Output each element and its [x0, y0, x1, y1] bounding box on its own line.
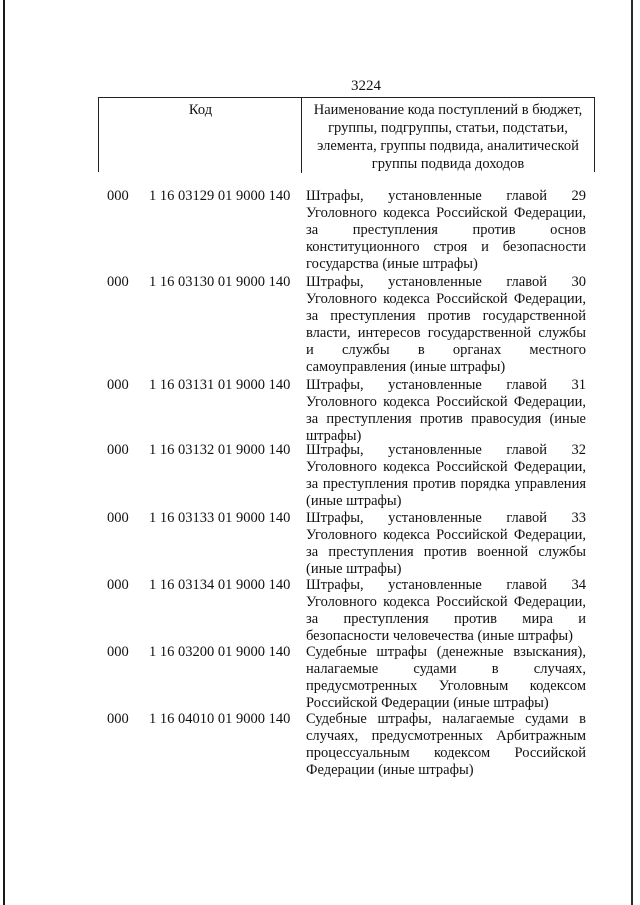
table-row — [0, 577, 640, 644]
header-divider — [301, 97, 302, 173]
admin-code: 000 — [107, 711, 129, 727]
income-description: Штрафы, установленные главой 31 Уголовного кодекса Российской Федерации, за преступления против правосудия (иные штрафы) — [306, 377, 586, 444]
admin-code: 000 — [107, 377, 129, 393]
income-description: Штрафы, установленные главой 32 Уголовного кодекса Российской Федерации, за преступления против порядка управления (иные штрафы) — [306, 442, 586, 509]
table-body — [0, 188, 640, 781]
table-row — [0, 644, 640, 711]
admin-code: 000 — [107, 188, 129, 204]
header-code-label: Код — [188, 102, 213, 118]
table-row — [0, 377, 640, 442]
income-description: Штрафы, установленные главой 33 Уголовного кодекса Российской Федерации, за преступления против военной службы (иные штрафы) — [306, 510, 586, 577]
table-row — [0, 510, 640, 577]
income-description: Штрафы, установленные главой 30 Уголовного кодекса Российской Федерации, за преступления против государственной власти, интересов государственной службы и службы в органах местного самоуправления (иные штрафы) — [306, 274, 586, 375]
header-name-label: Наименование кода поступлений в бюджет, группы, подгруппы, статьи, подстатьи, элемента, группы подвида, аналитической группы подвида доходов — [313, 102, 583, 172]
income-code: 1 16 03134 01 9000 140 — [149, 577, 291, 593]
table-row — [0, 274, 640, 377]
page-number: 3224 — [351, 78, 381, 94]
income-code: 1 16 03130 01 9000 140 — [149, 274, 291, 290]
income-code: 1 16 03131 01 9000 140 — [149, 377, 291, 393]
income-description: Судебные штрафы, налагаемые судами в случаях, предусмотренных Арбитражным процессуальным кодексом Российской Федерации (иные штрафы) — [306, 711, 586, 778]
income-code: 1 16 03133 01 9000 140 — [149, 510, 291, 526]
income-description: Штрафы, установленные главой 29 Уголовного кодекса Российской Федерации, за преступления против основ конституционного строя и безопасности государства (иные штрафы) — [306, 188, 586, 272]
income-code: 1 16 03129 01 9000 140 — [149, 188, 291, 204]
admin-code: 000 — [107, 510, 129, 526]
income-code: 1 16 04010 01 9000 140 — [149, 711, 291, 727]
income-code: 1 16 03200 01 9000 140 — [149, 644, 291, 660]
table-header — [98, 97, 595, 172]
admin-code: 000 — [107, 274, 129, 290]
admin-code: 000 — [107, 577, 129, 593]
admin-code: 000 — [107, 644, 129, 660]
income-description: Судебные штрафы (денежные взыскания), налагаемые судами в случаях, предусмотренных Уголовным кодексом Российской Федерации (иные штрафы) — [306, 644, 586, 711]
table-row — [0, 188, 640, 274]
income-description: Штрафы, установленные главой 34 Уголовного кодекса Российской Федерации, за преступления против мира и безопасности человечества (иные штрафы) — [306, 577, 586, 644]
table-row — [0, 442, 640, 510]
income-code: 1 16 03132 01 9000 140 — [149, 442, 291, 458]
admin-code: 000 — [107, 442, 129, 458]
table-row — [0, 711, 640, 781]
